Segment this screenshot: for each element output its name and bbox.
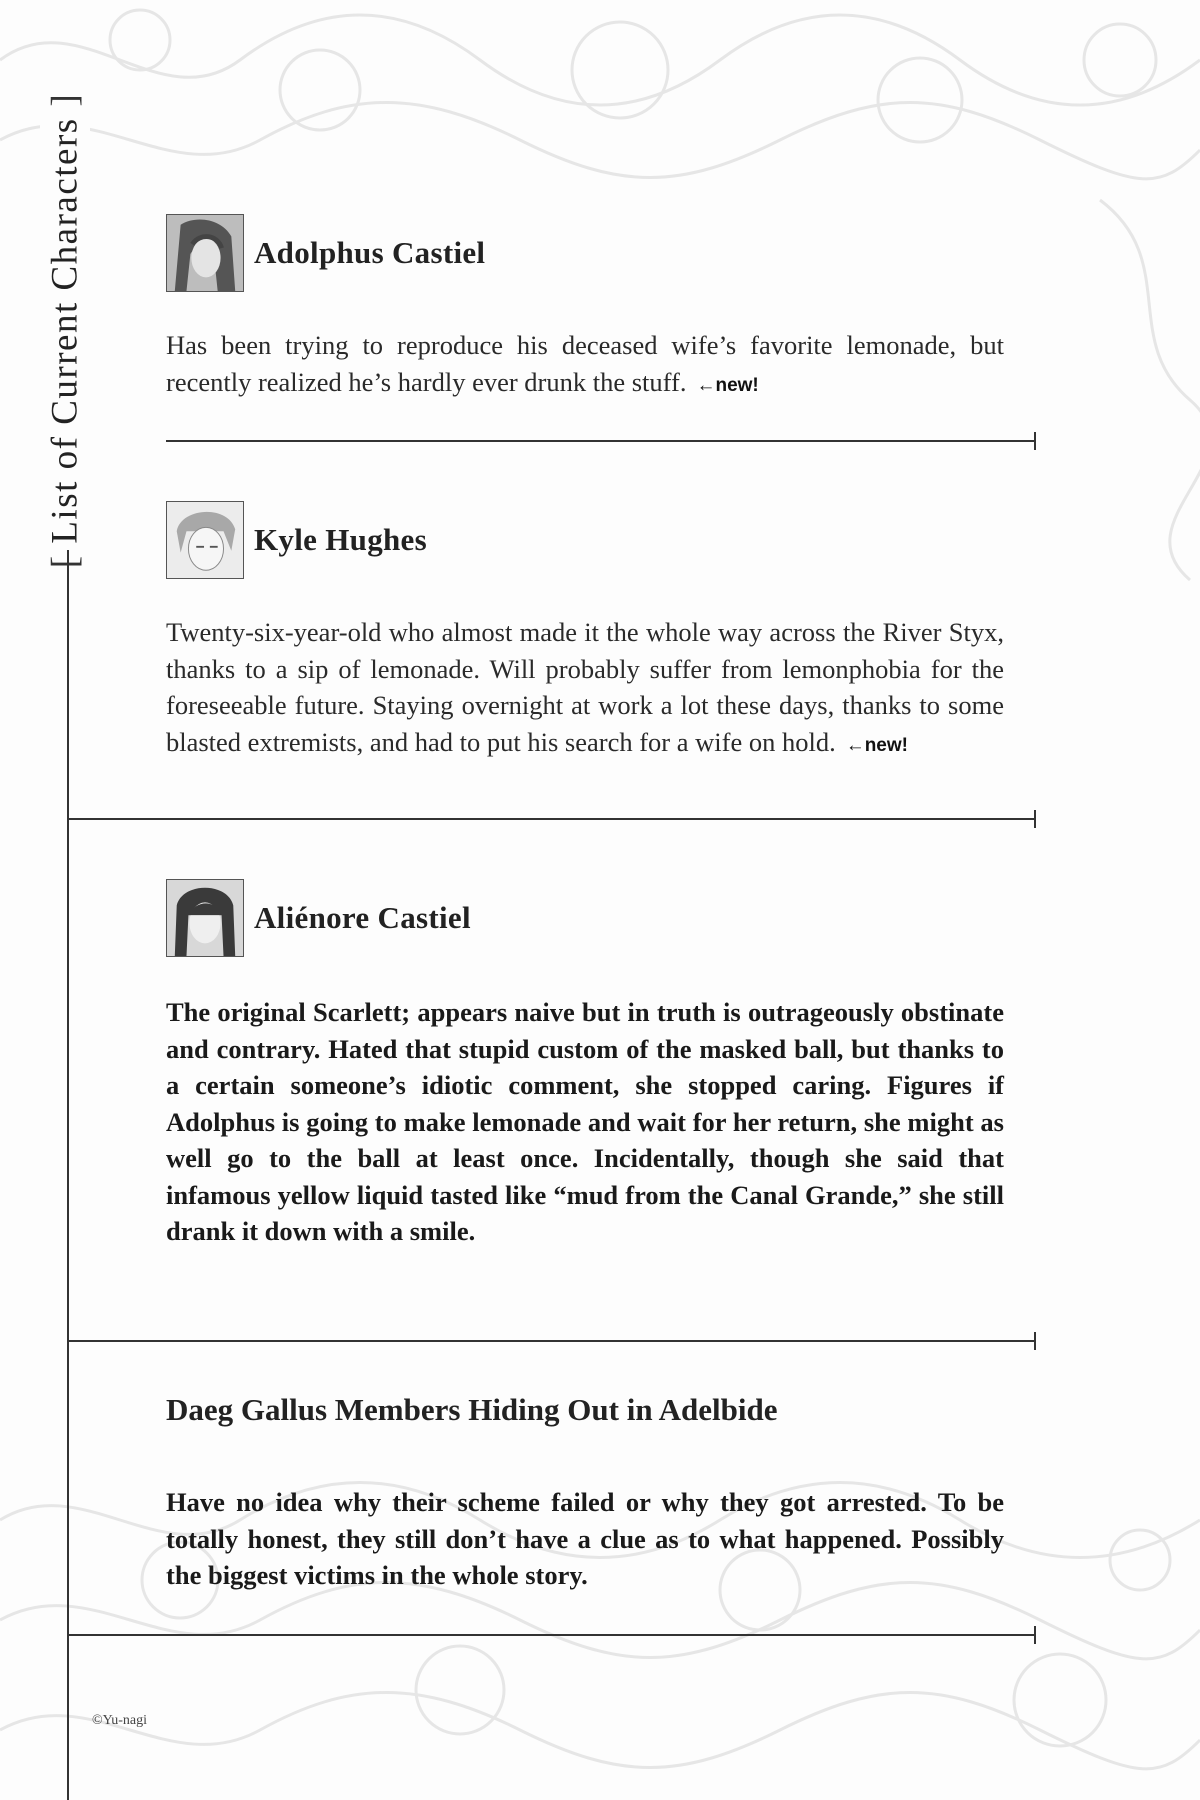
entry-description-daeg-gallus bbox=[166, 1484, 1004, 1594]
entry-description-text: Has been trying to reproduce his deceased wife’s favorite lemonade, but recently realized he’s hardly ever drunk the stuff. bbox=[166, 330, 1004, 397]
divider-4 bbox=[67, 1634, 1034, 1636]
portrait-kyle-image bbox=[167, 502, 243, 578]
divider-3 bbox=[67, 1340, 1034, 1342]
entry-header-alienore bbox=[166, 879, 471, 957]
side-title bbox=[40, 92, 90, 568]
group-name-daeg-gallus: Daeg Gallus Members Hiding Out in Adelbide bbox=[166, 1392, 778, 1427]
divider-3-tick bbox=[1034, 1332, 1036, 1350]
entry-header-kyle bbox=[166, 501, 427, 579]
copyright-credit: ©Yu-nagi bbox=[92, 1713, 147, 1728]
portrait-alienore bbox=[166, 879, 244, 957]
side-title-close-bracket: ] bbox=[44, 92, 86, 107]
entry-description-text: Have no idea why their scheme failed or why they got arrested. To be totally honest, they still don’t have a clue as to what happened. Possibly the biggest victims in the whole story. bbox=[166, 1487, 1004, 1590]
portrait-adolphus bbox=[166, 214, 244, 292]
entry-header-adolphus bbox=[166, 214, 485, 292]
entry-description-adolphus bbox=[166, 327, 1004, 404]
entry-description-kyle bbox=[166, 614, 1004, 764]
left-vertical-rule bbox=[67, 470, 69, 1800]
entry-name: Adolphus Castiel bbox=[254, 235, 486, 270]
divider-2 bbox=[67, 818, 1034, 820]
side-title-text: List of Current Characters bbox=[44, 116, 86, 544]
divider-2-tick bbox=[1034, 810, 1036, 828]
portrait-alienore-image bbox=[167, 880, 243, 956]
entry-description-alienore bbox=[166, 994, 1004, 1250]
entry-name: Aliénore Castiel bbox=[254, 900, 471, 935]
new-tag: ←new! bbox=[845, 734, 908, 756]
side-title-open-bracket: [ bbox=[44, 553, 86, 568]
divider-4-tick bbox=[1034, 1626, 1036, 1644]
entry-name: Kyle Hughes bbox=[254, 522, 427, 557]
portrait-adolphus-image bbox=[167, 215, 243, 291]
divider-1-tick bbox=[1034, 432, 1036, 450]
divider-1 bbox=[166, 440, 1034, 442]
portrait-kyle bbox=[166, 501, 244, 579]
new-tag: ←new! bbox=[696, 374, 759, 396]
entry-description-text: The original Scarlett; appears naive but in truth is outrageously obstinate and contrary. Hated that stupid custom of the masked ball, but thanks to a certain someone’s idiotic comment, she stopped caring. Figures if Adolphus is going to make lemonade and wait for her return, she might as well go to the ball at least once. Incidentally, though she said that infamous yellow liquid tasted like “mud from the Canal Grande,” she still drank it down with a smile. bbox=[166, 997, 1004, 1246]
entry-description-text: Twenty-six-year-old who almost made it the whole way across the River Styx, thanks to a sip of lemonade. Will probably suffer from lemonphobia for the foreseeable future. Staying overnight at work a lot these days, thanks to some blasted extremists, and had to put his search for a wife on hold. bbox=[166, 617, 1004, 757]
